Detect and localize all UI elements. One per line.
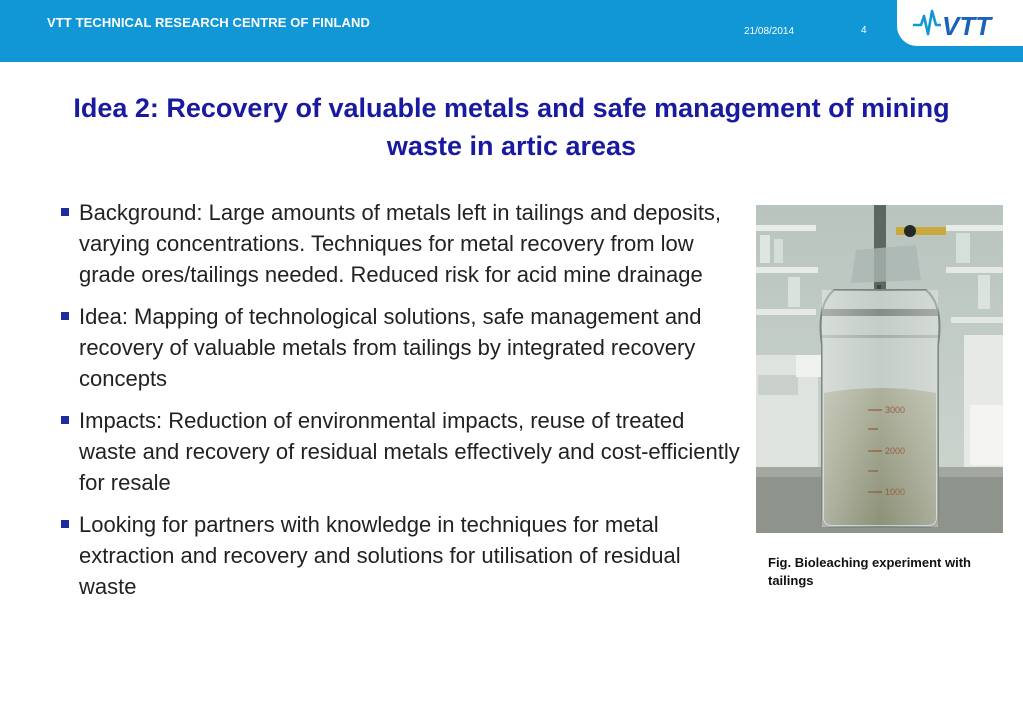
bioleaching-photo xyxy=(756,205,1003,533)
organization-name: VTT TECHNICAL RESEARCH CENTRE OF FINLAND xyxy=(47,15,370,30)
page-title: Idea 2: Recovery of valuable metals and safe management of mining waste in artic areas xyxy=(73,93,950,161)
bullet-text: Looking for partners with knowledge in techniques for metal extraction and recovery and solutions for utilisation of residual waste xyxy=(79,512,681,599)
header-bar xyxy=(0,0,1023,62)
slide-number: 4 xyxy=(861,25,867,36)
pulse-logo-icon xyxy=(913,11,941,34)
vtt-logo xyxy=(897,0,1023,46)
square-bullet-icon xyxy=(61,312,69,320)
square-bullet-icon xyxy=(61,416,69,424)
bullet-text: Idea: Mapping of technological solutions, safe management and recovery of valuable metals from tailings by integrated recovery concepts xyxy=(79,304,702,391)
bullet-background xyxy=(60,197,742,290)
bullet-impacts xyxy=(60,405,742,498)
logo-wordmark: VTT xyxy=(942,11,992,39)
bullet-idea xyxy=(60,301,742,394)
slide-date: 21/08/2014 xyxy=(744,26,795,37)
square-bullet-icon xyxy=(61,208,69,216)
bullet-partners xyxy=(60,509,742,602)
square-bullet-icon xyxy=(61,520,69,528)
bullet-text: Impacts: Reduction of environmental impacts, reuse of treated waste and recovery of residual metals effectively and cost-efficiently for resale xyxy=(79,408,740,495)
figure-caption: Fig. Bioleaching experiment with tailings xyxy=(768,555,971,588)
bullet-list xyxy=(60,197,742,613)
bullet-text: Background: Large amounts of metals left in tailings and deposits, varying concentrations. Techniques for metal recovery from low grade ores/tailings needed. Reduced risk for acid mine drainage xyxy=(79,200,722,287)
